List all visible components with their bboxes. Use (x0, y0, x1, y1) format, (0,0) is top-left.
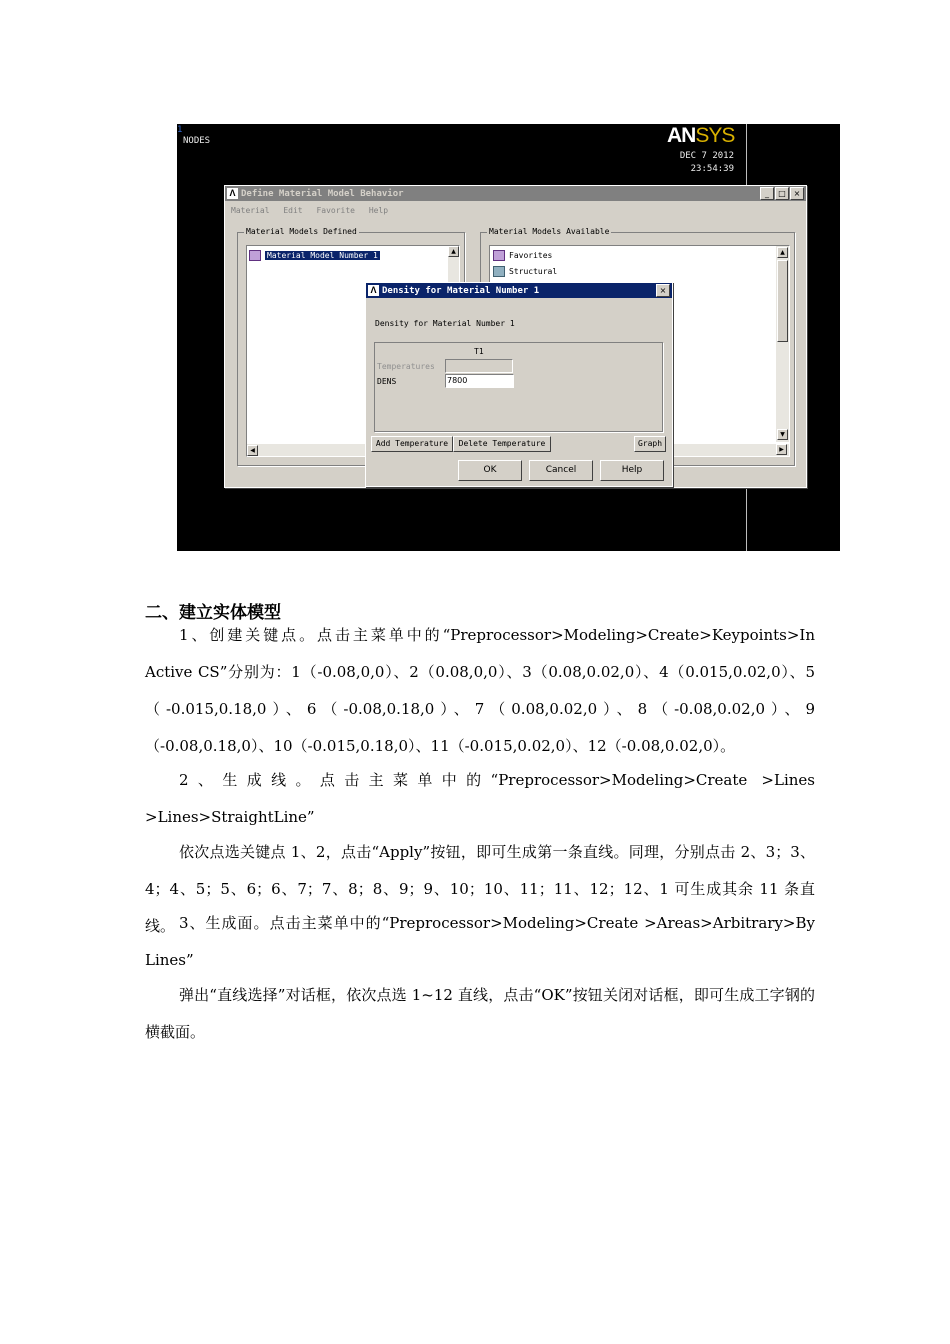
structural-label: Structural (509, 267, 558, 276)
ansys-logo: ANSYS (667, 124, 735, 147)
minimize-icon[interactable]: _ (760, 187, 774, 200)
scroll-up-icon[interactable]: ▲ (777, 247, 788, 258)
ansys-app-icon: Λ (368, 285, 379, 296)
corner-mark: 1 (177, 125, 183, 135)
menu-material[interactable]: Material (231, 206, 270, 215)
material-model-label: Material Model Number 1 (267, 251, 378, 260)
close-icon[interactable]: × (656, 284, 670, 297)
density-dialog (365, 282, 673, 487)
menu-edit[interactable]: Edit (283, 206, 303, 215)
property-table (374, 342, 663, 432)
favorites-folder-icon (493, 250, 505, 261)
dialog-titlebar[interactable] (366, 283, 672, 298)
cancel-button[interactable]: Cancel (529, 460, 593, 481)
paragraph-areas: 3、生成面。点击主菜单中的“Preprocessor>Modeling>Create >Areas>Arbitrary>By Lines” (145, 914, 815, 969)
graph-button[interactable]: Graph (634, 436, 666, 452)
models-defined-label: Material Models Defined (246, 227, 357, 236)
window-titlebar[interactable] (225, 186, 806, 201)
list-item[interactable] (493, 250, 552, 261)
scroll-up-icon[interactable]: ▲ (448, 246, 459, 257)
material-folder-icon (249, 250, 261, 261)
paragraph-lines: 2、生成线。点击主菜单中的“Preprocessor>Modeling>Create >Lines >Lines>StraightLine” (145, 771, 815, 826)
scroll-down-icon[interactable]: ▼ (777, 429, 788, 440)
close-icon[interactable]: × (790, 187, 804, 200)
dialog-title: Density for Material Number 1 (382, 285, 540, 296)
menu-favorite[interactable]: Favorite (316, 206, 355, 215)
add-temperature-button[interactable]: Add Temperature (371, 436, 453, 452)
ansys-screenshot (177, 124, 840, 551)
viewport-label: NODES (183, 136, 211, 146)
paragraph-areas-detail: 弹出“直线选择”对话框，依次点选 1~12 直线，点击“OK”按钮关闭对话框，即可生成工字钢的横截面。 (145, 986, 815, 1041)
menu-help[interactable]: Help (368, 206, 389, 215)
scroll-thumb[interactable] (777, 260, 788, 342)
temperature-field[interactable] (445, 359, 513, 373)
list-item[interactable] (493, 266, 557, 277)
scroll-right-icon[interactable]: ▶ (776, 444, 787, 455)
dialog-subtitle: Density for Material Number 1 (375, 319, 515, 328)
delete-temperature-button[interactable]: Delete Temperature (453, 436, 551, 452)
section-heading: 二、建立实体模型 (145, 603, 281, 623)
timestamp: DEC 7 2012 23:54:39 (679, 151, 734, 174)
scroll-left-icon[interactable]: ◀ (247, 445, 258, 456)
list-item[interactable] (249, 250, 380, 261)
favorites-label: Favorites (509, 251, 553, 260)
maximize-icon[interactable]: □ (775, 187, 789, 200)
help-button[interactable]: Help (600, 460, 664, 481)
models-available-label: Material Models Available (489, 227, 610, 236)
menu-bar (225, 201, 806, 215)
column-t1: T1 (474, 347, 484, 356)
window-title: Define Material Model Behavior (241, 188, 404, 199)
row-temperatures: Temperatures (377, 362, 435, 371)
row-dens: DENS (377, 377, 397, 386)
dens-input[interactable]: 7800 (445, 374, 514, 388)
ansys-app-icon: Λ (227, 188, 238, 199)
structural-folder-icon (493, 266, 505, 277)
ok-button[interactable]: OK (458, 460, 522, 481)
paragraph-keypoints: 1、创建关键点。点击主菜单中的“Preprocessor>Modeling>Create>Keypoints>In Active CS”分别为：1（-0.08,0,0）、2（0.08,0,0）、3（0.08,0.02,0）、4（0.015,0.02,0）、5（-0.015,0.18,0）、6（-0.08,0.18,0）、7（0.08,0.02,0）、8（-0.08,0.02,0）、9（-0.08,0.18,0）、10（-0.015,0.18,0）、11（-0.015,0.02,0）、12（-0.08,0.02,0）。 (145, 626, 815, 755)
paragraph-lines-detail: 依次点选关键点 1、2，点击“Apply”按钮，即可生成第一条直线。同理，分别点击 2、3；3、4；4、5；5、6；6、7；7、8；8、9；9、10；10、11；11、12；12、1 可生成其余 11 条直线。 (145, 843, 815, 935)
